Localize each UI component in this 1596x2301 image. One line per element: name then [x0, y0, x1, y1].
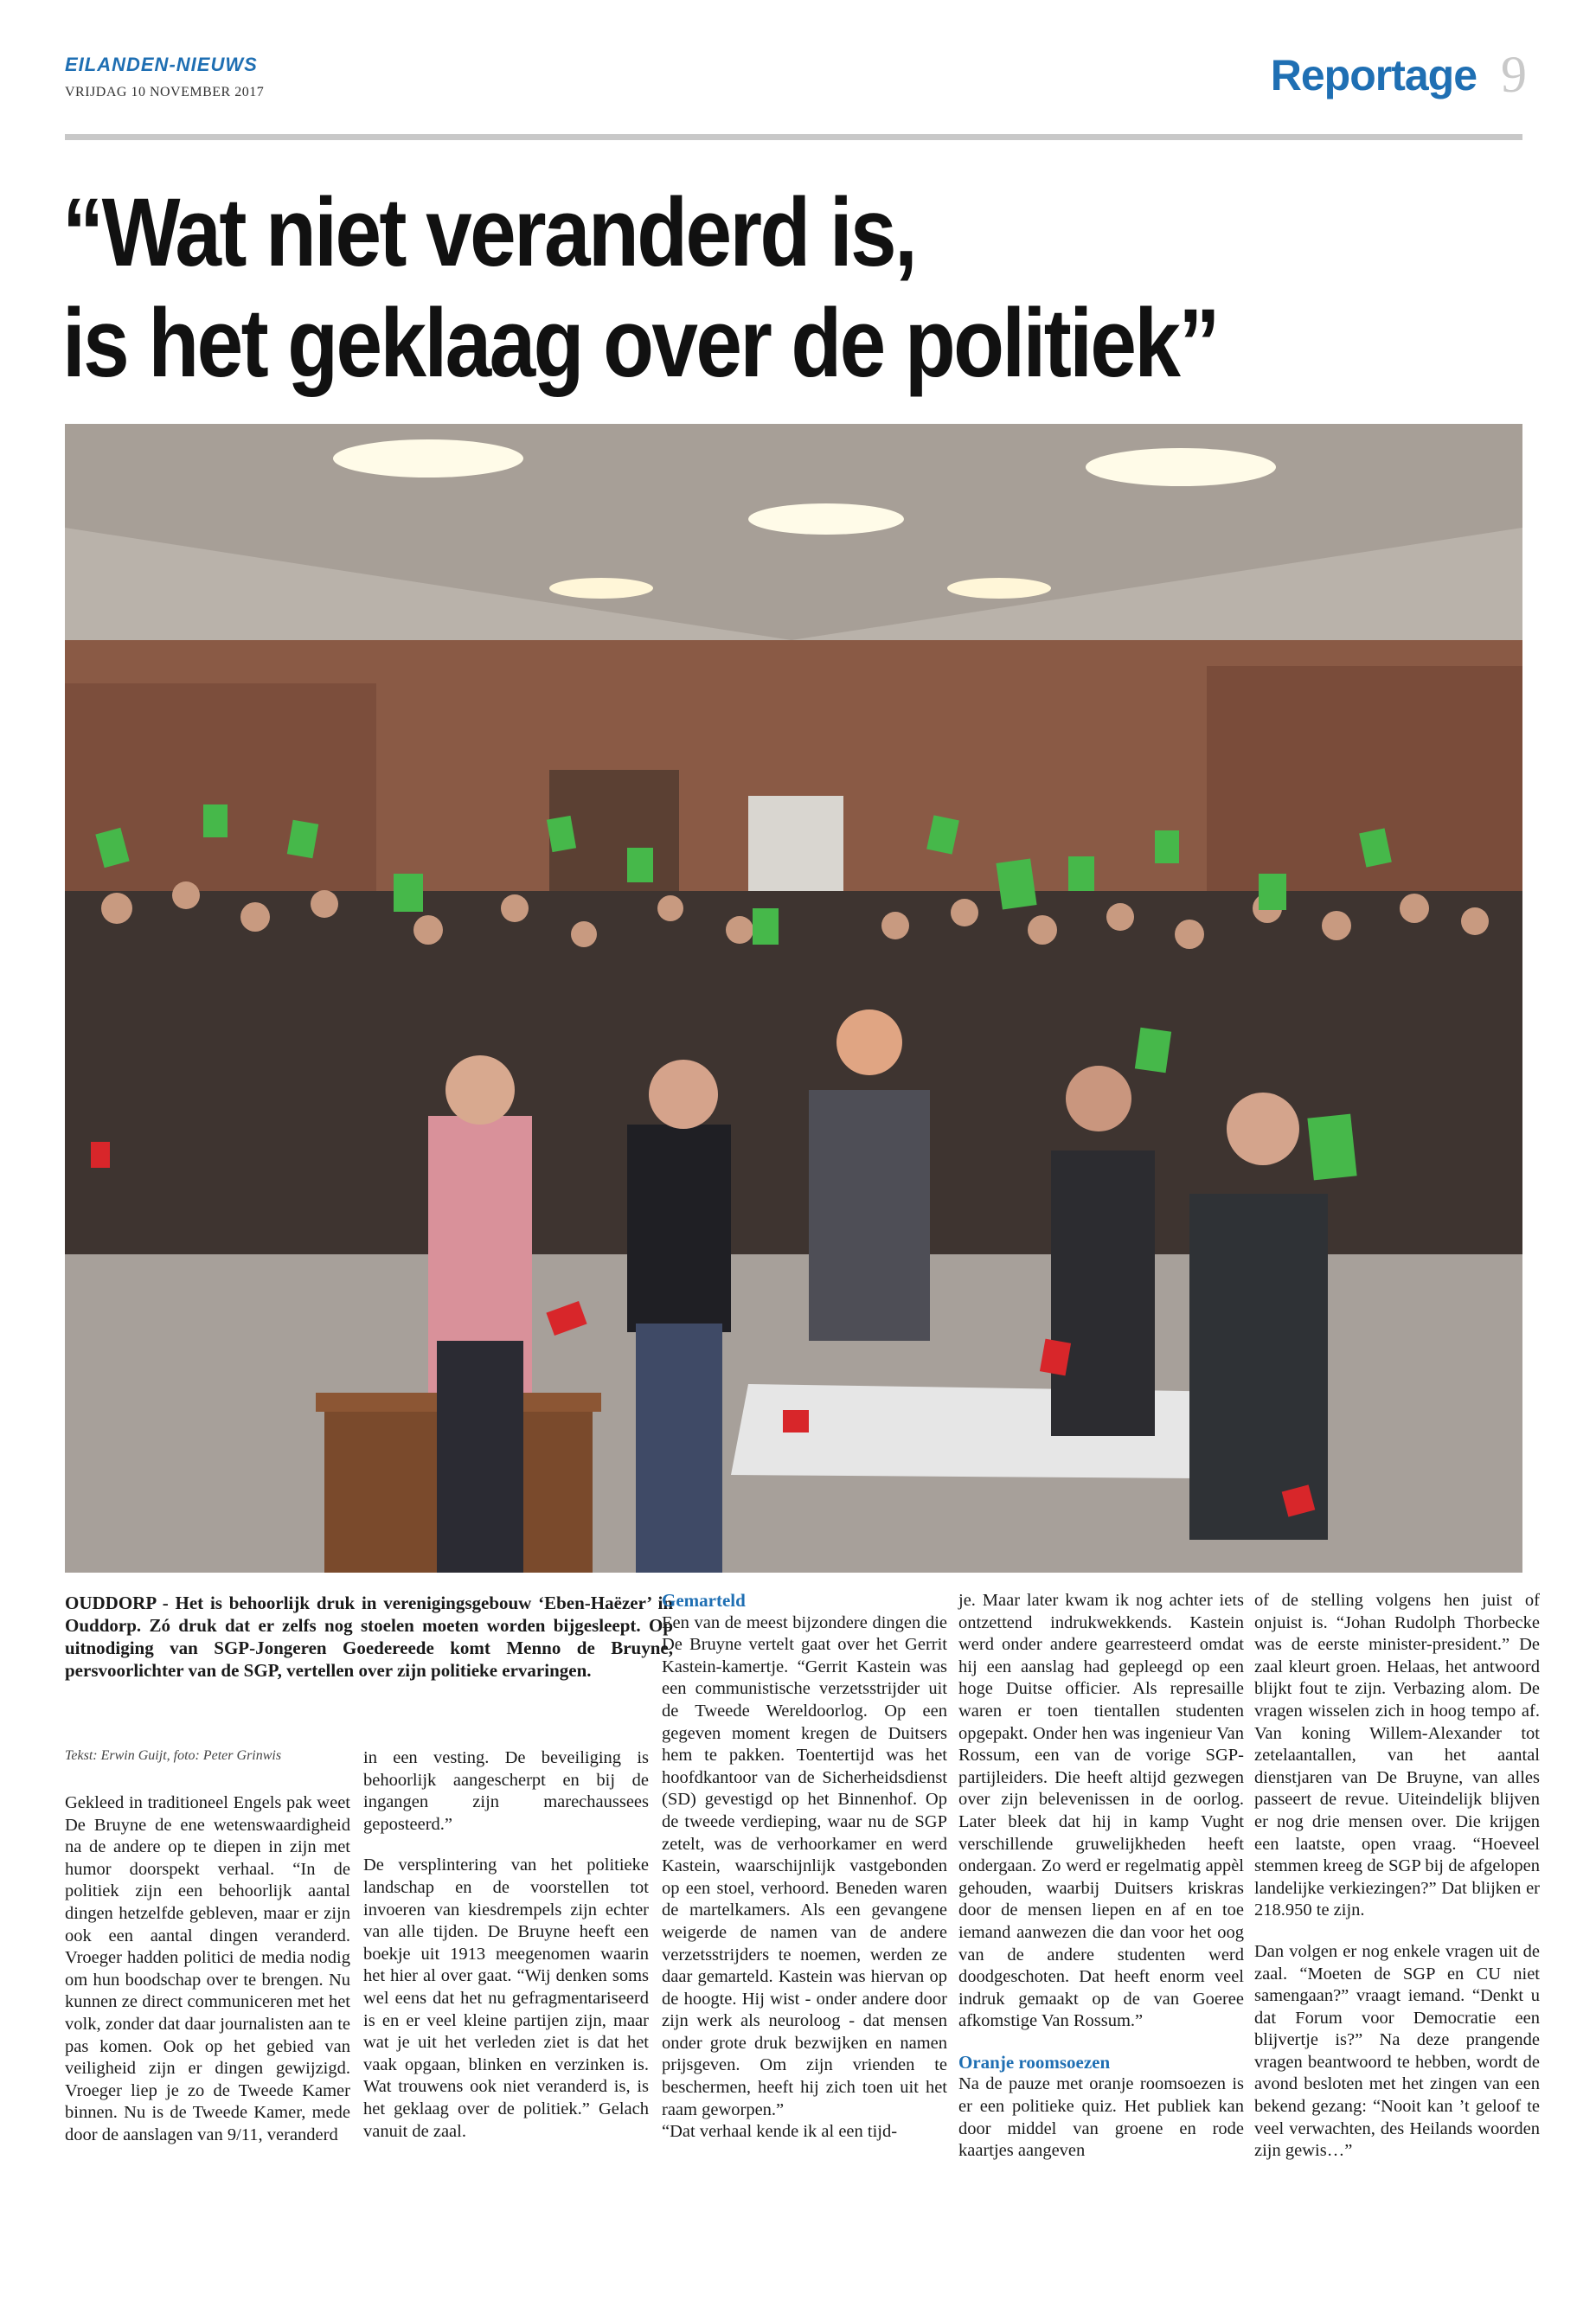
- newspaper-logo: EILANDEN-NIEUWS: [65, 54, 258, 75]
- column-5: [1254, 1590, 1540, 2182]
- article-lead: OUDDORP - Het is behoorlijk druk in verenigingsgebouw ‘Eben-Haëzer’ in Ouddorp. Zó druk dat er zelfs nog stoelen moeten worden bijgesleept. Op uitnodiging van SGP-Jongeren Goedereede komt Menno de Bruyne, persvoorlichter van de SGP, vertellen over zijn politieke ervaringen.: [65, 1593, 673, 1681]
- column-1: [65, 1792, 350, 2166]
- paragraph: Gekleed in traditioneel Engels pak weet De Bruyne de ene wetenswaardigheid na de andere op te diepen in zijn met humor doorspekt verhaal. “In de politiek zijn een behoorlijk aantal dingen hetzelfde gebleven, maar er zijn ook een aantal dingen veranderd. Vroeger hadden politici de media nodig om hun boodschap over te brengen. Nu kunnen ze direct communiceren met het volk, zonder dat daar journalisten aan te pas komen. Ook op het gebied van veiligheid zijn er dingen gewijzigd. Vroeger liep je zo de Tweede Kamer binnen. Nu is de Tweede Kamer, mede door de aanslagen van 9/11, veranderd: [65, 1793, 350, 2144]
- paragraph: Dan volgen er nog enkele vragen uit de zaal. “Moeten de SGP en CU niet samengaan?” vraagt iemand. “Denkt u dat Forum voor Democratie een blijvertje is?” Na deze prangende vragen beantwoord te hebben, wordt de avond besloten met het zingen van een bekend gezang: “Nooit kan ’t geloof te veel verwachten, des Heilands woorden zijn gewis…”: [1254, 1941, 1540, 2161]
- header-divider: [65, 134, 1522, 140]
- paragraph: Na de pauze met oranje roomsoezen is er een politieke quiz. Het publiek kan door middel van groene en rode kaartjes aangeven: [958, 2074, 1244, 2161]
- headline-line-1: “Wat niet veranderd is,: [62, 178, 916, 286]
- article-headline: [62, 177, 1327, 399]
- paragraph: Een van de meest bijzondere dingen die De Bruyne vertelt gaat over het Gerrit Kastein-kamertje. “Gerrit Kastein was een communistische verzetsstrijder uit de Tweede Wereldoorlog. Op een gegeven moment kregen de Duitsers hem te pakken. Toentertijd was het hoofdkantoor van de Sicherheidsdienst (SD) gevestigd op het Binnenhof. Op de tweede verdieping, waar nu de SGP zetelt, was de verhoorkamer en werd Kastein, waarschijnlijk vastgebonden op een stoel, verhoord. Beneden waren de martelkamers. Als een gevangene weigerde de namen van de andere verzetsstrijders te noemen, werden ze daar gemarteld. Kastein was hiervan op de hoogte. Hij wist - onder andere door zijn werk als neuroloog - dat mensen onder grote druk bezwijken en namen prijsgeven. Om zijn vrienden te beschermen, heeft hij zich toen uit het raam geworpen.”: [662, 1612, 947, 2119]
- paragraph: “Dat verhaal kende ik al een tijd-: [662, 2122, 898, 2142]
- paragraph: in een vesting. De beveiliging is behoorlijk aangescherpt en bij de ingangen zijn marechaussees geposteerd.”: [363, 1748, 649, 1834]
- paragraph: of de stelling volgens hen juist of onjuist is. “Johan Rudolph Thorbecke was de eerste minister-president.” De zaal kleurt groen. Helaas, het antwoord blijkt fout te zijn. Verbazing alom. De vragen wisselen zich in hoog tempo af. Van koning Willem-Alexander tot zetelaantallen, van het aantal dienstjaren van De Bruyne, van alles passeert de revue. Uiteindelijk blijven er nog drie mensen over. Die krijgen een laatste, open vraag. “Hoeveel stemmen kreeg de SGP bij de afgelopen landelijke verkiezingen?” Dat blijken er 218.950 te zijn.: [1254, 1591, 1540, 1920]
- paragraph: De versplintering van het politieke landschap en de voorstellen tot invoeren van kiesdrempels zijn echter van alle tijden. De Bruyne heeft een boekje uit 1913 meegenomen waarin het hier al over gaat. “Wij denken soms wel eens dat het nu gefragmentariseerd is en er veel kleine partijen zijn, maar wat je uit het verleden ziet is dat het vaak opgaan, blinken en verzinken is. Wat trouwens ook niet veranderd is, is het geklaag over de politiek.” Gelach vanuit de zaal.: [363, 1856, 649, 2141]
- section-title: Reportage: [1270, 51, 1477, 99]
- issue-date: VRIJDAG 10 NOVEMBER 2017: [65, 85, 265, 99]
- column-2: [363, 1747, 649, 2162]
- page-number: 9: [1501, 46, 1527, 103]
- masthead: [65, 54, 264, 100]
- column-4: [958, 1590, 1244, 2182]
- photo-credit: Tekst: Erwin Guijt, foto: Peter Grinwis: [65, 1748, 282, 1763]
- paragraph: je. Maar later kwam ik nog achter iets ontzettend indrukwekkends. Kastein werd onder andere gearresteerd omdat hij een aanslag had gepleegd op een hoge Duitse officier. Als represaille waren er toen tientallen studenten opgepakt. Onder hen was ingenieur Van Rossum, een van de vorige SGP-partijleiders. Die heeft altijd gezwegen over zijn belevenissen in de oorlog. Later bleek dat hij in kamp Vught verschillende gruwelijkheden heeft ondergaan. Zo werd er regelmatig appèl gehouden, waarbij Duitsers kriskras door de mensen liepen en af en toe iemand aanwezen die dan voor het oog van de andere studenten werd doodgeschoten. Dat heeft enorm veel indruk gemaakt op de van Goeree afkomstige Van Rossum.”: [958, 1591, 1244, 2031]
- subheading-gemarteld: Gemarteld: [662, 1590, 746, 1611]
- subheading-oranje-roomsoezen: Oranje roomsoezen: [958, 2051, 1111, 2073]
- article-photo: [65, 424, 1522, 1573]
- headline-line-2: is het geklaag over de politiek”: [62, 289, 1218, 397]
- column-3: [662, 1590, 947, 2163]
